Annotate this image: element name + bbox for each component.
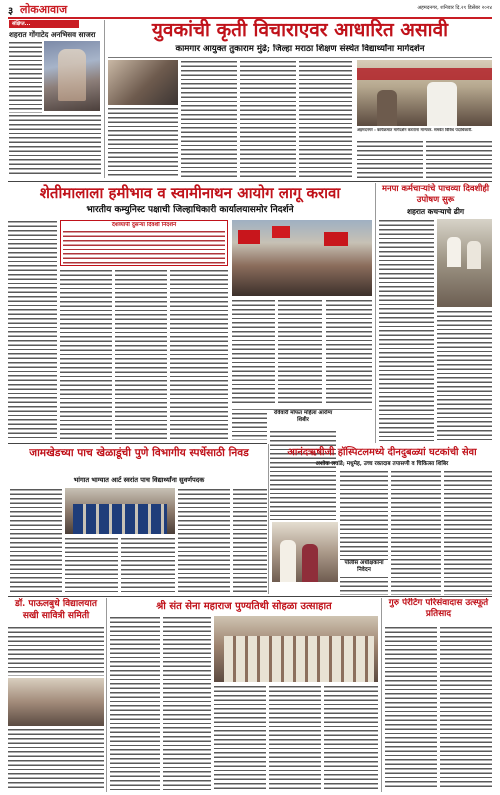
right-news-col2 [437, 310, 492, 441]
masthead [8, 3, 492, 17]
top-story-headline: युवकांची कृती विचाराएवर आधारित असावी [151, 19, 449, 41]
left-brief-body-more [9, 114, 101, 176]
sant-col3 [214, 685, 266, 790]
right-news-photo [437, 219, 492, 307]
kabaddi-col2 [65, 537, 118, 592]
kisan-col7 [326, 299, 372, 406]
mid-small-body [270, 430, 336, 520]
school-story-photo [8, 678, 104, 726]
sant-col2 [163, 616, 211, 790]
top-story-subhead: कामगार आयुक्त तुकाराम मुंढे; जिल्हा मराठा शिक्षण संस्थेत विद्यार्थ्यांना मार्गदर्शन [175, 44, 425, 54]
top-story-photo-left [108, 60, 178, 105]
school-col2 [8, 728, 104, 790]
hospital-story-body [340, 470, 388, 595]
left-brief-headline: शहरात गोंगाटेद अनभिसव साजरा [9, 30, 96, 39]
hospital-col3 [444, 470, 492, 595]
sant-col4 [269, 685, 321, 790]
sant-story-headline: श्री संत सेना महाराज पुण्यतिथी सोहळा उत्साहात [156, 601, 332, 612]
left-brief-body [9, 41, 42, 113]
kisan-col6 [278, 299, 322, 406]
kabaddi-story-headline: जामखेडच्या पाच खेळाडूंची पुणे विभागीय स्पर्धेसाठी निवड [29, 447, 249, 459]
police-brief-headline: पोलीस अधीक्षकांना निवेदन [340, 560, 388, 574]
section-rule-4 [8, 596, 492, 597]
kabaddi-story-subhead: भांगात भाग्यात आर्ट स्वरांत पाच विद्यार्थ्यांना सुवर्णपदक [73, 476, 205, 484]
sant-story-photo [214, 616, 378, 682]
guru-story-headline: गुरु पेरेंटिंग परिसंवादास उत्स्फूर्त प्रतिसाद [388, 598, 489, 619]
school-story-body [8, 626, 104, 676]
kabaddi-col4 [178, 488, 230, 592]
left-brief-photo [44, 41, 100, 111]
kisan-story-body [8, 220, 57, 440]
right-news-headline: मनपा कर्मचाऱ्यांचे पाचव्या दिवशीही उपोषण सुरू [381, 183, 490, 204]
section-rule-3 [8, 443, 267, 444]
kisan-story-photo [232, 220, 372, 296]
right-news-subhead: शहरात कचऱ्याचे ढीग [406, 207, 465, 216]
top-story-photo-caption: अहमदनगर : कार्यक्रमात मार्गदर्शन करताना मान्यवर. समवेत विविध पदाधिकारी. [357, 128, 473, 132]
kisan-col5 [232, 299, 275, 406]
kabaddi-story-photo [65, 488, 175, 534]
guru-story-body [385, 626, 437, 790]
sant-story-body [110, 616, 160, 790]
school-story-headline: डॉ. पाऊलबुधे विद्यालयात सखी सावित्री समिती [15, 599, 97, 621]
top-story-body [108, 107, 178, 178]
date-line: अहमदनगर, शनिवार दि.२१ डिसेंबर २०२४ [417, 5, 492, 11]
top-story-col4 [299, 60, 352, 178]
section-label: संक्षिप्त... [9, 20, 79, 28]
top-story-col3 [240, 60, 296, 178]
kabaddi-col5 [233, 488, 267, 592]
hospital-col2 [391, 470, 441, 595]
kisan-box-body [63, 230, 225, 264]
right-news-body [379, 219, 434, 441]
page-number: ३ [8, 6, 14, 17]
top-story-col5 [357, 140, 423, 178]
col-divider-mid [268, 444, 269, 594]
kisan-col2 [60, 269, 112, 440]
mid-small-headline: रविवारी मोफत महिला आरोग्य शिबीर [273, 410, 333, 423]
kisan-story-subhead: भारतीय कम्युनिस्ट पक्षाची जिल्हाधिकारी कार्यालयासमोर निदर्शने [86, 205, 294, 215]
col-divider-sant [381, 598, 382, 792]
kisan-story-box [60, 220, 228, 266]
hospital-story-photo [272, 522, 338, 582]
top-story-photo-main [357, 60, 492, 126]
sant-col5 [324, 685, 378, 790]
hospital-story-headline: आनंदऋषीजी हॉस्पिटलमध्ये दीनदुबळ्यां घटकांची सेवा [287, 447, 477, 458]
top-story-col2 [181, 60, 237, 178]
col-divider-right [375, 183, 376, 443]
kabaddi-col3 [121, 537, 175, 592]
col-divider [104, 20, 105, 178]
col-divider-school [106, 598, 107, 792]
kabaddi-story-body [10, 488, 62, 592]
guru-col2 [440, 626, 492, 790]
section-rule-1 [8, 181, 492, 182]
kisan-box-title: देशव्यापी दुसऱ्या दिवशी निदर्शने [111, 222, 177, 228]
masthead-logo: लोकआवाज [20, 3, 68, 16]
mid-small-left [232, 412, 267, 440]
hospital-story-subhead: अशोक लवांडे; मधुमेह, उच्च रक्तदाब तपासणी व चिकित्सा शिबिर [315, 461, 449, 467]
top-story-col6 [426, 140, 492, 178]
kisan-story-headline: शेतीमालाला हमीभाव व स्वामीनाथन आयोग लागू करावा [39, 184, 341, 202]
top-story-rule [108, 57, 492, 58]
kisan-col3 [115, 269, 167, 440]
kisan-col4 [170, 269, 228, 440]
